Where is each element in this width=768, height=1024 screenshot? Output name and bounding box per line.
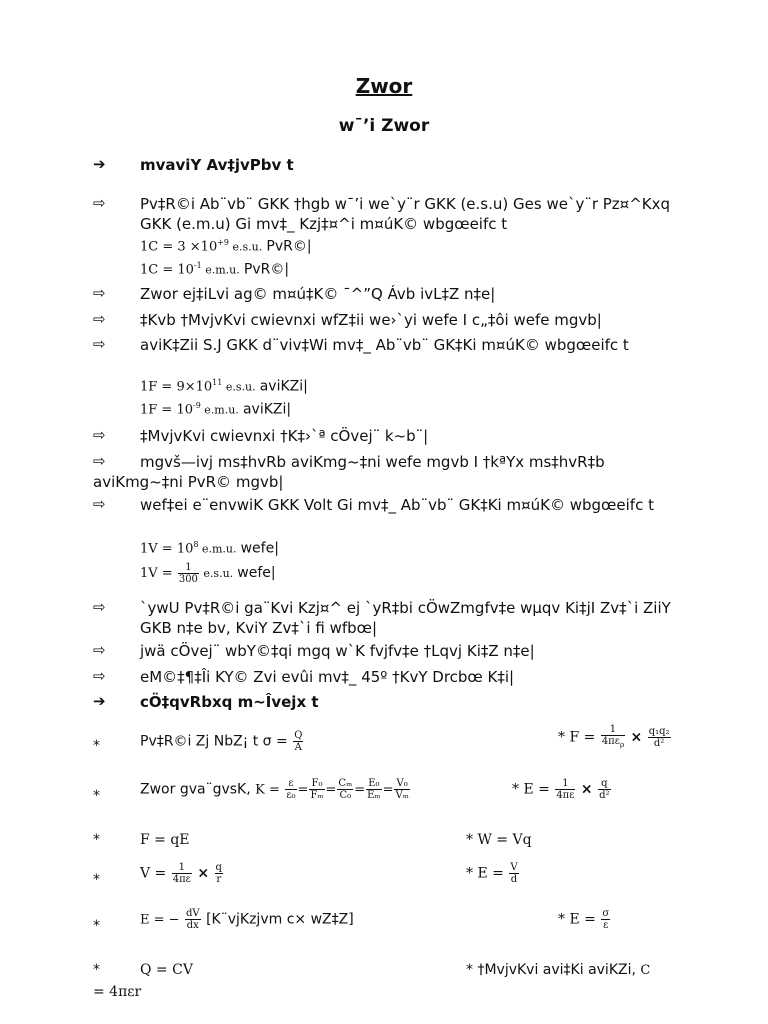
outlined-arrow-icon: ⇨ xyxy=(93,641,106,659)
bullet-arrow-icon: ➔ xyxy=(93,155,106,173)
bullet-star: * xyxy=(93,788,100,804)
list-item: Zwor ej‡iLvi ag© m¤ú‡K© ¯^”Q Ávb ivL‡Z n‡e| xyxy=(140,285,496,303)
formula-charge-capacitance: Q = CV xyxy=(140,962,193,978)
bullet-star: * xyxy=(93,962,100,978)
unit-equation-v2: 1V = $\frac{1}{300}$ e.s.u. wefe| xyxy=(140,562,276,585)
outlined-arrow-icon: ⇨ xyxy=(93,426,106,444)
formula-field-gradient: E = − $\frac{dV}{dx}$ [K¨vjKzjvm c× wZ‡Z] xyxy=(140,908,354,931)
unit-equation-f2: $1F = 10^{-9}$ e.m.u. aviKZi| xyxy=(140,401,292,418)
outlined-arrow-icon: ⇨ xyxy=(93,495,106,513)
bullet-star: * xyxy=(93,918,100,934)
formula-spherical-capacitance-continued: = 4πεr xyxy=(93,984,142,1000)
formula-force-field: F = qE xyxy=(140,832,190,848)
bullet-arrow-icon: ➔ xyxy=(93,692,106,710)
outlined-arrow-icon: ⇨ xyxy=(93,284,106,302)
section-heading-formulas: cÖ‡qvRbxq m~Îvejx t xyxy=(140,693,319,711)
unit-equation-v1: $1V = 10^8$ e.m.u. wefe| xyxy=(140,540,279,557)
outlined-arrow-icon: ⇨ xyxy=(93,452,106,470)
formula-dielectric-constant: Zwor gva¨gvsK, K = $\frac{\varepsilon}{\text{ε₀}}$ = $\frac{\text{F₀}}{\text{Fₘ}}$ = $\frac{\text{Cₘ}}{\text{C₀}}$ = $\frac{\text{E₀}}{\text{Eₘ}}$ = $\frac{\text{V₀}}{\text{Vₘ}}$ xyxy=(140,778,409,801)
list-item: `ywU Pv‡R©i ga¨Kvi Kzj¤^ ej `yR‡bi cÖwZmgfv‡e wµqv Ki‡jI Zv‡`i ZiiY GKB n‡e bv, KviY Zv‡`i fi wfbœ| xyxy=(140,599,671,637)
outlined-arrow-icon: ⇨ xyxy=(93,667,106,685)
bullet-star: * xyxy=(93,872,100,888)
page-subtitle: w¯’i Zwor xyxy=(338,116,430,136)
outlined-arrow-icon: ⇨ xyxy=(93,310,106,328)
list-item: jwä cÖvej¨ wbY©‡qi mgq w`K fvjfv‡e †Lqvj Ki‡Z n‡e| xyxy=(140,642,535,660)
list-item: mgvš—ivj ms‡hvRb aviKmg~‡ni wefe mgvb I †kªYx ms‡hvR‡b aviKmg~‡ni PvR© mgvb| xyxy=(93,453,605,491)
list-item: ‡MvjvKvi cwievnxi †K‡›`ª cÖvej¨ k~b¨| xyxy=(140,427,429,445)
formula-potential: V = $\frac{1}{4\pi\varepsilon}$ × $\frac{q}{r}$ xyxy=(140,862,222,885)
unit-equation-c2: $1C = 10^{-1}$ e.m.u. PvR©| xyxy=(140,261,290,278)
unit-equation-c1: $1C = 3 \times 10^{+9}$ e.s.u. PvR©| xyxy=(140,238,312,255)
page-title: Zwor xyxy=(355,74,413,98)
section-heading-concepts: mvaviY Av‡jvPbv t xyxy=(140,156,294,174)
outlined-arrow-icon: ⇨ xyxy=(93,335,106,353)
outlined-arrow-icon: ⇨ xyxy=(93,194,106,212)
formula-field-uniform: * E = $\frac{V}{d}$ xyxy=(466,862,518,885)
bullet-star: * xyxy=(93,832,100,848)
formula-surface-charge-density: Pv‡R©i Zj NbZ¡ t σ = $\frac{Q}{A}$ xyxy=(140,730,303,753)
formula-field-surface: * E = $\frac{\sigma}{\varepsilon}$ xyxy=(558,908,610,931)
list-item: Pv‡R©i Ab¨vb¨ GKK †hgb w¯’i we`y¨r GKK (e.s.u) Ges we`y¨r Pz¤^Kxq GKK (e.m.u) Gi mv‡_ Kzj‡¤^i m¤úK© wbgœeifc t xyxy=(140,195,671,233)
list-item: aviK‡Zii S.J GKK d¨viv‡Wi mv‡_ Ab¨vb¨ GK‡Ki m¤úK© wbgœeifc t xyxy=(140,336,629,354)
formula-work: * W = Vq xyxy=(466,832,532,848)
outlined-arrow-icon: ⇨ xyxy=(93,598,106,616)
formula-coulomb-force: * F = $\frac{1}{4\pi\varepsilon_\rho}$ × $\frac{\text{q₁q₂}}{\text{d²}}$ xyxy=(558,724,670,749)
list-item: ‡Kvb †MvjvKvi cwievnxi wfZ‡ii we›`yi wefe I c„‡ôi wefe mgvb| xyxy=(140,311,602,329)
list-item: wef‡ei e¨envwiK GKK Volt Gi mv‡_ Ab¨vb¨ GK‡Ki m¤úK© wbgœeifc t xyxy=(140,496,654,514)
list-item: eM©‡¶‡Îi KY© Zvi evûi mv‡_ 45º †KvY Drcbœ K‡i| xyxy=(140,668,515,686)
bullet-star: * xyxy=(93,738,100,754)
formula-electric-field-point-charge: * E = $\frac{1}{4\pi\varepsilon}$ × $\frac{q}{\text{d²}}$ xyxy=(512,778,610,801)
unit-equation-f1: $1F = 9\times 10^{11}$ e.s.u. aviKZi| xyxy=(140,378,308,395)
formula-spherical-capacitance: * †MvjvKvi avi‡Ki aviKZi, C xyxy=(466,962,651,978)
